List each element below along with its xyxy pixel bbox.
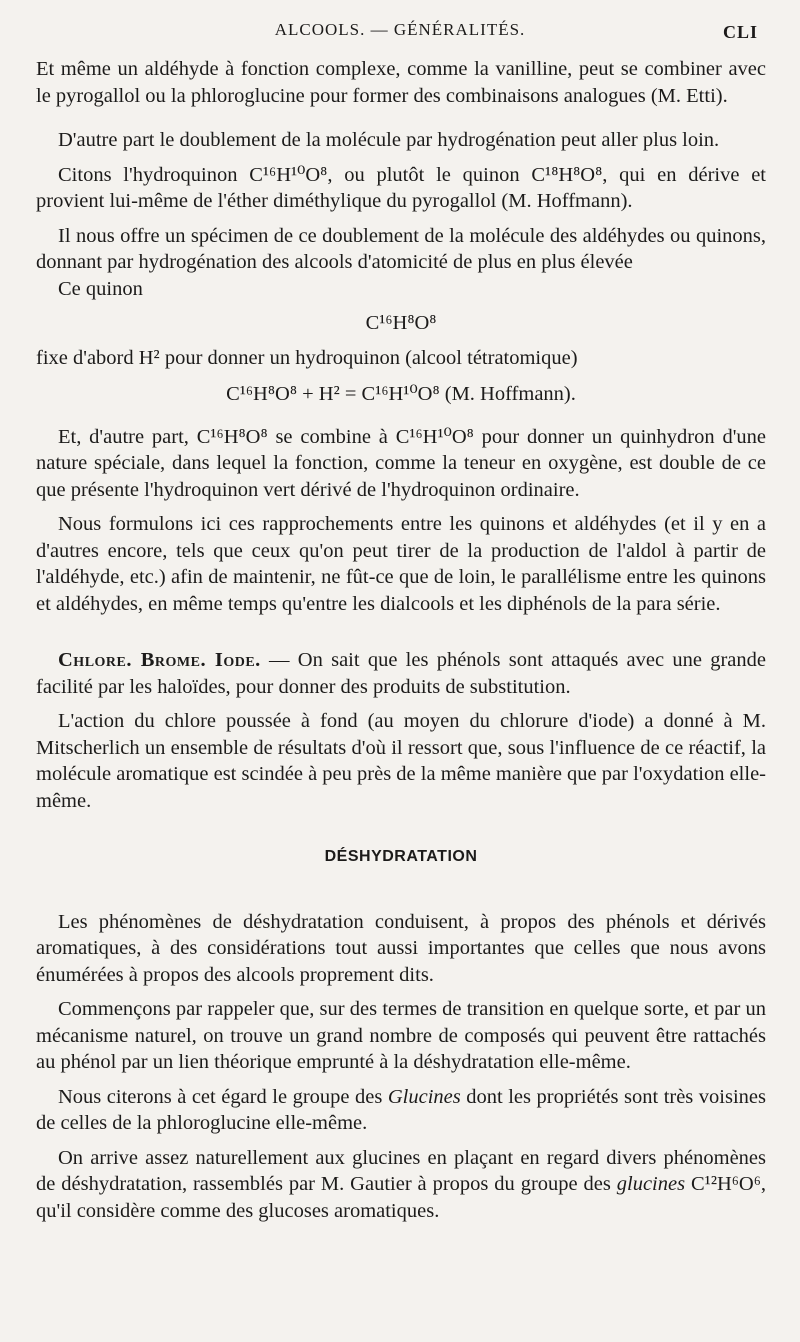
formula-quinon: C¹⁶H⁸O⁸ xyxy=(365,312,437,334)
text-segment: On arrive assez naturellement aux glucines en plaçant en regard divers phénomènes de déshydratation, rassemblés par M. Gautier à propos du groupe des xyxy=(36,1146,766,1195)
paragraph-doublement: D'autre part le doublement de la molécule par hydrogénation peut aller plus loin. xyxy=(58,129,720,151)
page-body xyxy=(36,56,766,1224)
section-lead-halogenes: Chlore. Brome. Iode. xyxy=(58,649,261,671)
term-glucines-italic: glucines xyxy=(616,1173,686,1195)
paragraph-rapprochements: Nous formulons ici ces rapprochements entre les quinons et aldéhydes (et il y en a d'autres encore, tels que ceux qu'on peut tirer de la production de l'aldol à partir de l'aldéhyde, etc.) afin de maintenir, ne fût-ce que de loin, le parallélisme entre les quinons et aldéhydes, en même temps qu'entre les dialcools et les diphénols de la para série. xyxy=(36,513,766,615)
paragraph-ce-quinon: Ce quinon xyxy=(58,277,143,300)
paragraph-fixe-hydrogene: fixe d'abord H² pour donner un hydroquinon (alcool tétratomique) xyxy=(36,346,578,369)
paragraph-glucines-groupe xyxy=(36,1084,766,1137)
paragraph-vanilline: Et même un aldéhyde à fonction complexe, comme la vanilline, peut se combiner avec le pyrogallol ou la phloroglucine pour former des combinaisons analogues (M. Etti). xyxy=(36,58,766,107)
paragraph-halogenes xyxy=(36,647,766,700)
paragraph-hydroquinon: Citons l'hydroquinon C¹⁶H¹⁰O⁸, ou plutôt le quinon C¹⁸H⁸O⁸, qui en dérive et provient lui-même de l'éther diméthylique du pyrogallol (M. Hoffmann). xyxy=(36,163,766,212)
paragraph-gautier xyxy=(36,1145,766,1225)
paragraph-phenomenes: Les phénomènes de déshydratation conduisent, à propos des phénols et dérivés aromatiques, à des considérations tout aussi importantes que celles que nous avons énumérées à propos des alcools proprement dits. xyxy=(36,910,766,986)
paragraph-halogenes-text: — On sait que les phénols sont attaqués avec une grande facilité par les haloïdes, pour donner des produits de substitution. xyxy=(36,649,766,698)
paragraph-quinhydron: Et, d'autre part, C¹⁶H⁸O⁸ se combine à C¹⁶H¹⁰O⁸ pour donner un quinhydron d'une nature spéciale, dans lequel la fonction, comme la teneur en oxygène, est double de ce que présente l'hydroquinon vert dérivé de l'hydroquinon ordinaire. xyxy=(36,425,766,501)
running-header: ALCOOLS. — GÉNÉRALITÉS. xyxy=(274,20,526,39)
formula-hydrogenation: C¹⁶H⁸O⁸ + H² = C¹⁶H¹⁰O⁸ (M. Hoffmann). xyxy=(226,383,576,405)
text-segment: dont les propriétés sont très voisines de celles de la phloroglucine elle-même. xyxy=(36,1085,766,1134)
section-heading-deshydratation: DÉSHYDRATATION xyxy=(324,848,478,865)
text-segment: C¹²H⁶O⁶, qu'il considère comme des glucoses aromatiques. xyxy=(36,1173,766,1222)
page-number: CLI xyxy=(722,22,758,42)
term-glucines: Glucines xyxy=(387,1085,461,1108)
paragraph-specimen: Il nous offre un spécimen de ce doublement de la molécule des aldéhydes ou quinons, donnant par hydrogénation des alcools d'atomicité de plus en plus élevée xyxy=(36,224,766,273)
text-segment: Nous citerons à cet égard le groupe des xyxy=(58,1085,388,1108)
paragraph-chlore: L'action du chlore poussée à fond (au moyen du chlorure d'iode) a donné à M. Mitscherlich un ensemble de résultats d'où il ressort que, sous l'influence de ce réactif, la molécule aromatique est scindée à peu près de la même manière que par l'oxydation elle-même. xyxy=(36,710,767,812)
paragraph-transition: Commençons par rappeler que, sur des termes de transition en quelque sorte, et par un mécanisme naturel, on trouve un grand nombre de composés qui peuvent être rattachés au phénol par un lien théorique emprunté à la déshydratation elle-même. xyxy=(36,998,766,1073)
